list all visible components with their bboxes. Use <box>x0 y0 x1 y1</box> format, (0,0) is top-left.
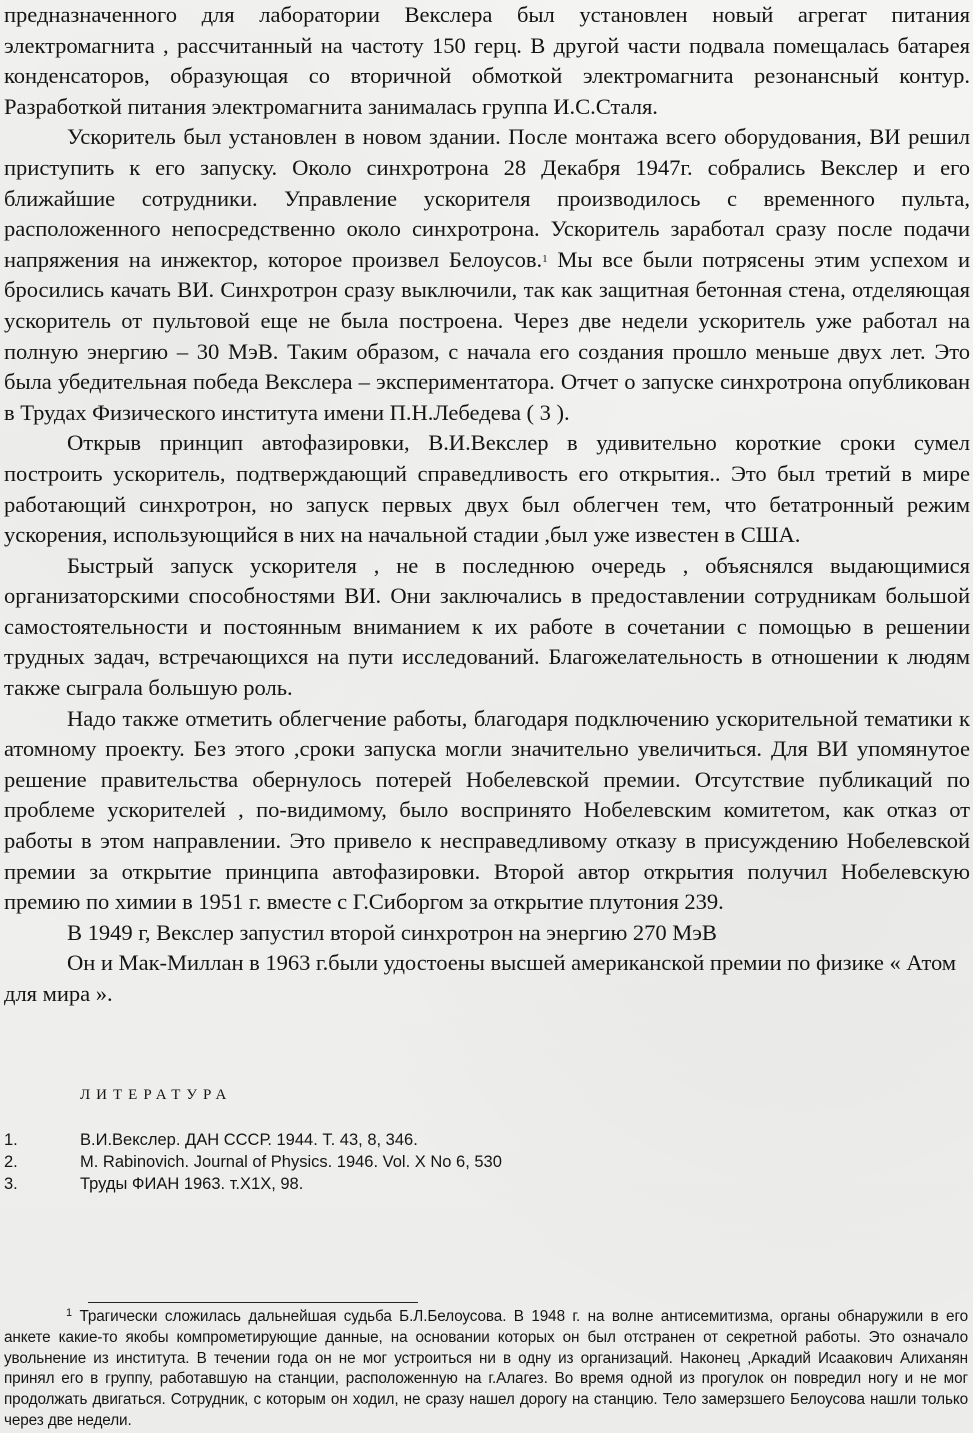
footnote-text: Трагически сложилась дальнейшая судьба Б.Л.Белоусова. В 1948 г. на волне антисемитизма, органы обнаружили в его анкете какие-то якобы компрометирующие данные, на основании которых он был отстранен от секретной работы. Это означало увольнение из института. В течении года он не мог устроиться ни в одну из организаций. Наконец ,Аркадий Исаакович Алиханян принял его в группу, работавшую на станции, расположенную на г.Алагез. Во время одной из прогулок он повредил ногу и не мог продолжать двигаться. Сотрудник, с которым он ходил, не сразу нашел дорогу на станцию. Тело замерзшего Белоусова нашли только через две недели. <box>4 1308 968 1429</box>
reference-text: M. Rabinovich. Journal of Physics. 1946. Vol. X No 6, 530 <box>80 1153 502 1171</box>
paragraph-6-text: В 1949 г, Векслер запустил второй синхротрон на энергию 270 МэВ <box>67 919 717 945</box>
paragraph-5-text: Надо также отметить облегчение работы, благодаря подключению ускорительной тематики к атомному проекту. Без этого ,сроки запуска могли значительно увеличиться. Для ВИ упомянутое решение правительства обернулось потерей Нобелевской премии. Отсутствие публикаций по проблеме ускорителей , по-видимому, было воспринято Нобелевским комитетом, как отказ от работы в этом направлении. Это привело к несправедливому отказу в присуждению Нобелевской премии за открытие принципа автофазировки. Второй автор открытия получил Нобелевскую премию по химии в 1951 г. вместе с Г.Сиборгом за открытие плутония 239. <box>4 705 970 915</box>
reference-item <box>4 1173 764 1195</box>
paragraph-4 <box>4 551 970 704</box>
references-heading: ЛИТЕРАТУРА <box>80 1087 233 1103</box>
footnote <box>4 1307 968 1432</box>
paragraph-7-text: Он и Мак-Миллан в 1963 г.были удостоены высшей американской премии по физике « Атом для мира ». <box>4 950 957 1006</box>
paragraph-2-text-before-footnote: Ускоритель был установлен в новом здании. После монтажа всего оборудования, ВИ решил приступить к его запуску. Около синхротрона 28 Декабря 1947г. собрались Векслер и его ближайшие сотрудники. Управление ускорителя производилось с временного пульта, расположенного непосредственно около синхротрона. Ускоритель заработал сразу после подачи напряжения на инжектор, которое произвел Белоусов. <box>4 124 970 272</box>
reference-item <box>4 1151 764 1173</box>
paragraph-6 <box>4 918 970 949</box>
reference-item <box>4 1129 764 1151</box>
reference-text: В.И.Векслер. ДАН СССР. 1944. Т. 43, 8, 346. <box>80 1131 418 1149</box>
reference-number: 1. <box>4 1131 18 1149</box>
main-article-text <box>4 0 970 1010</box>
footnote-marker: 1 <box>66 1307 73 1320</box>
paragraph-2 <box>4 122 970 428</box>
paragraph-2-text-after-footnote: Мы все были потрясены этим успехом и бросились качать ВИ. Синхротрон сразу выключили, так как защитная бетонная стена, отделяющая ускоритель от пультовой еще не была построена. Через две недели ускоритель уже работал на полную энергию – 30 МэВ. Таким образом, с начала его создания прошло меньше двух лет. Это была убедительная победа Векслера – экспериментатора. Отчет о запуске синхротрона опубликован в Трудах Физического института имени П.Н.Лебедева ( 3 ). <box>4 246 970 425</box>
paragraph-1-text: предназначенного для лаборатории Векслера был установлен новый агрегат питания электромагнита , рассчитанный на частоту 150 герц. В другой части подвала помещалась батарея конденсаторов, образующая со вторичной обмоткой электромагнита резонансный контур. Разработкой питания электромагнита занималась группа И.С.Сталя. <box>4 2 970 119</box>
paragraph-7 <box>4 948 970 1009</box>
paragraph-3-text: Открыв принцип автофазировки, В.И.Векслер в удивительно короткие сроки сумел построить ускоритель, подтверждающий справедливость его открытия.. Это был третий в мире работающий синхротрон, но запуск первых двух был облегчен тем, что бетатронный режим ускорения, использующийся в них на начальной стадии ,был уже известен в США. <box>4 430 970 548</box>
references-list <box>4 1129 764 1195</box>
footnote-separator <box>88 1302 418 1303</box>
footnote-reference-marker: 1 <box>542 252 548 265</box>
paragraph-5 <box>4 704 970 918</box>
paragraph-4-text: Быстрый запуск ускорителя , не в последнюю очередь , объяснялся выдающимися организаторскими способностями ВИ. Они заключались в предоставлении сотрудникам большой самостоятельности и постоянным вниманием к их работе в сочетании с помощью в решении трудных задач, встречающихся на пути исследований. Благожелательность в отношении к людям также сыграла большую роль. <box>4 552 970 701</box>
reference-text: Труды ФИАН 1963. т.Х1Х, 98. <box>80 1175 304 1193</box>
reference-number: 3. <box>4 1175 18 1193</box>
paragraph-1 <box>4 0 970 122</box>
reference-number: 2. <box>4 1153 18 1171</box>
paragraph-3 <box>4 428 970 550</box>
